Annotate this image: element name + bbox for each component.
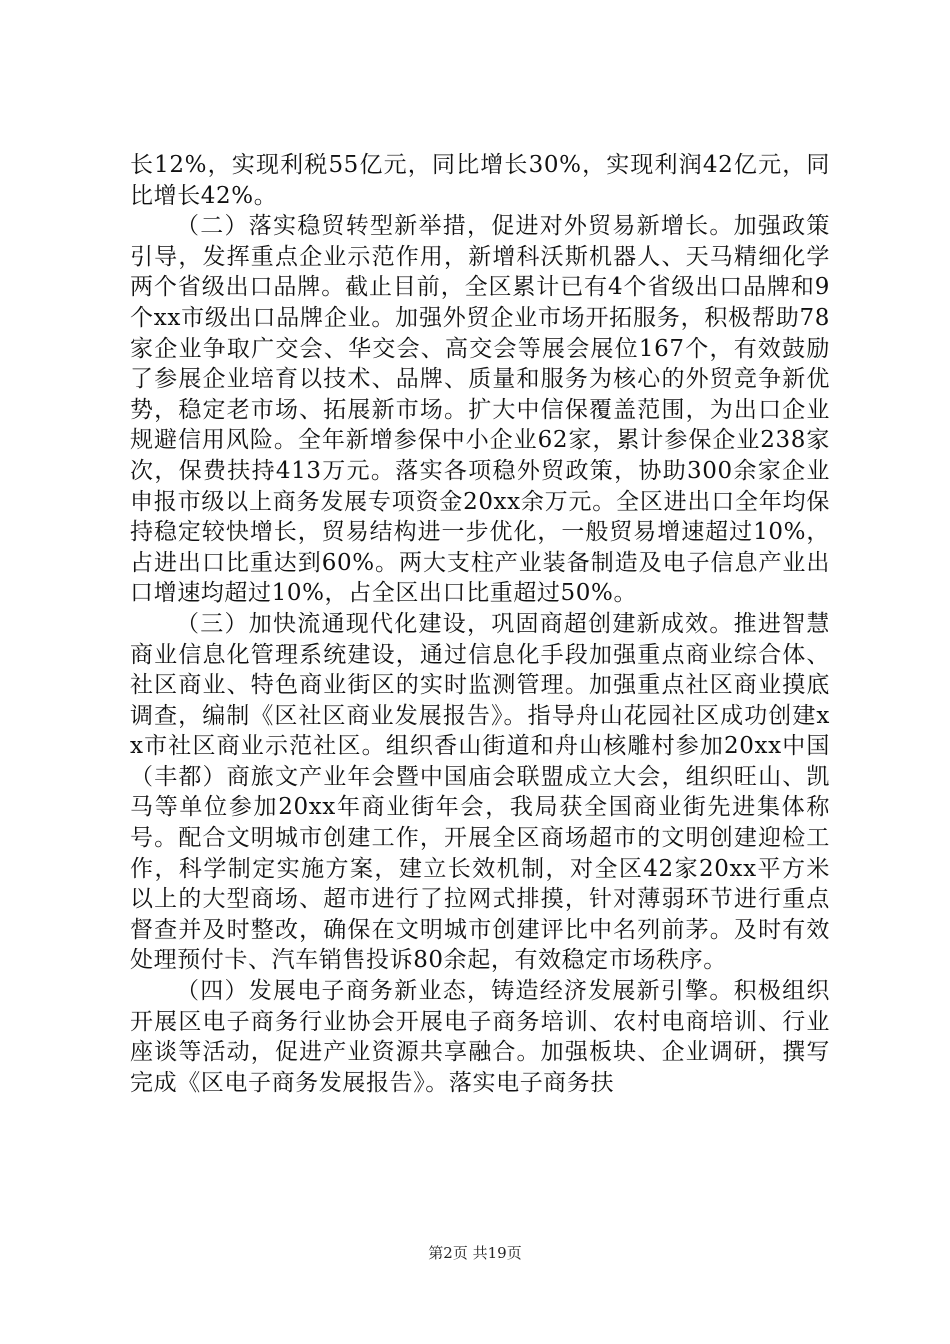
page-footer: 第2页 共19页	[428, 1244, 522, 1262]
paragraph-circulation-modernization: （三）加快流通现代化建设，巩固商超创建新成效。推进智慧商业信息化管理系统建设，通过信息化手段加强重点商业综合体、社区商业、特色商业街区的实时监测管理。加强重点社区商业摸底调查，编制《区社区商业发展报告》。指导舟山花园社区成功创建xx市社区商业示范社区。组织香山街道和舟山核雕村参加20xx中国（丰都）商旅文产业年会暨中国庙会联盟成立大会，组织旺山、凯马等单位参加20xx年商业街年会，我局获全国商业街先进集体称号。配合文明城市创建工作，开展全区商场超市的文明创建迎检工作，科学制定实施方案，建立长效机制，对全区42家20xx平方米以上的大型商场、超市进行了拉网式排摸，针对薄弱环节进行重点督查并及时整改，确保在文明城市创建评比中名列前茅。及时有效处理预付卡、汽车销售投诉80余起，有效稳定市场秩序。	[130, 610, 830, 974]
paragraph-continuation: 长12%，实现利税55亿元，同比增长30%，实现利润42亿元，同比增长42%。	[130, 152, 830, 209]
paragraph-foreign-trade: （二）落实稳贸转型新举措，促进对外贸易新增长。加强政策引导，发挥重点企业示范作用，新增科沃斯机器人、天马精细化学两个省级出口品牌。截止目前，全区累计已有4个省级出口品牌和9个xx市级出口品牌企业。加强外贸企业市场开拓服务，积极帮助78家企业争取广交会、华交会、高交会等展会展位167个，有效鼓励了参展企业培育以技术、品牌、质量和服务为核心的外贸竞争新优势，稳定老市场、拓展新市场。扩大中信保覆盖范围，为出口企业规避信用风险。全年新增参保中小企业62家，累计参保企业238家次，保费扶持413万元。落实各项稳外贸政策，协助300余家企业申报市级以上商务发展专项资金20xx余万元。全区进出口全年均保持稳定较快增长，贸易结构进一步优化，一般贸易增速超过10%，占进出口比重达到60%。两大支柱产业装备制造及电子信息产业出口增速均超过10%，占全区出口比重超过50%。	[130, 213, 830, 607]
paragraph-e-commerce: （四）发展电子商务新业态，铸造经济发展新引擎。积极组织开展区电子商务行业协会开展电子商务培训、农村电商培训、行业座谈等活动，促进产业资源共享融合。加强板块、企业调研，撰写完成《区电子商务发展报告》。落实电子商务扶	[130, 978, 830, 1096]
document-body	[130, 150, 830, 1098]
